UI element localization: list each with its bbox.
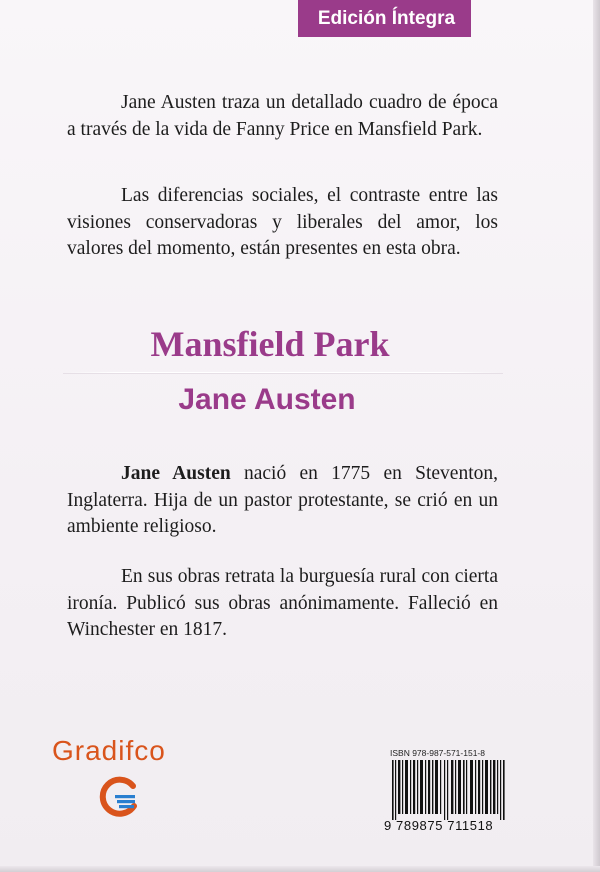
bio-paragraph-1: [67, 461, 498, 541]
cover-edge-bottom: [0, 866, 600, 872]
edition-badge: [298, 0, 471, 37]
book-title: Mansfield Park: [150, 324, 390, 364]
bio-author-name: Jane Austen: [121, 463, 231, 484]
barcode-icon: [384, 760, 516, 820]
publisher-name: Gradifco: [52, 735, 166, 766]
bio-paragraph-2: En sus obras retrata la burguesía rural con cierta ironía. Publicó sus obras anónimamente. Falleció en Winchester en 1817.: [67, 566, 498, 640]
barcode-block: [384, 748, 516, 842]
book-author: Jane Austen: [178, 383, 356, 416]
gradifco-g-logo-icon: [96, 774, 142, 820]
barcode-digits: 9 789875 711518: [384, 818, 494, 833]
edition-badge-label: Edición Íntegra: [317, 7, 456, 29]
bio-paragraph-1-text: nació en 1775 en Steventon, Inglaterra. Hija de un pastor protestante, se crió en un ambiente religioso.: [67, 463, 499, 537]
title-divider: [63, 372, 503, 373]
synopsis-paragraph-2: Las diferencias sociales, el contraste entre las visiones conservadoras y liberales del amor, los valores del momento, están presentes en esta obra.: [67, 185, 498, 259]
synopsis-paragraph-1: Jane Austen traza un detallado cuadro de época a través de la vida de Fanny Price en Mansfield Park.: [67, 92, 498, 140]
isbn-label: ISBN 978-987-571-151-8: [390, 748, 485, 758]
cover-edge-right: [593, 0, 600, 872]
